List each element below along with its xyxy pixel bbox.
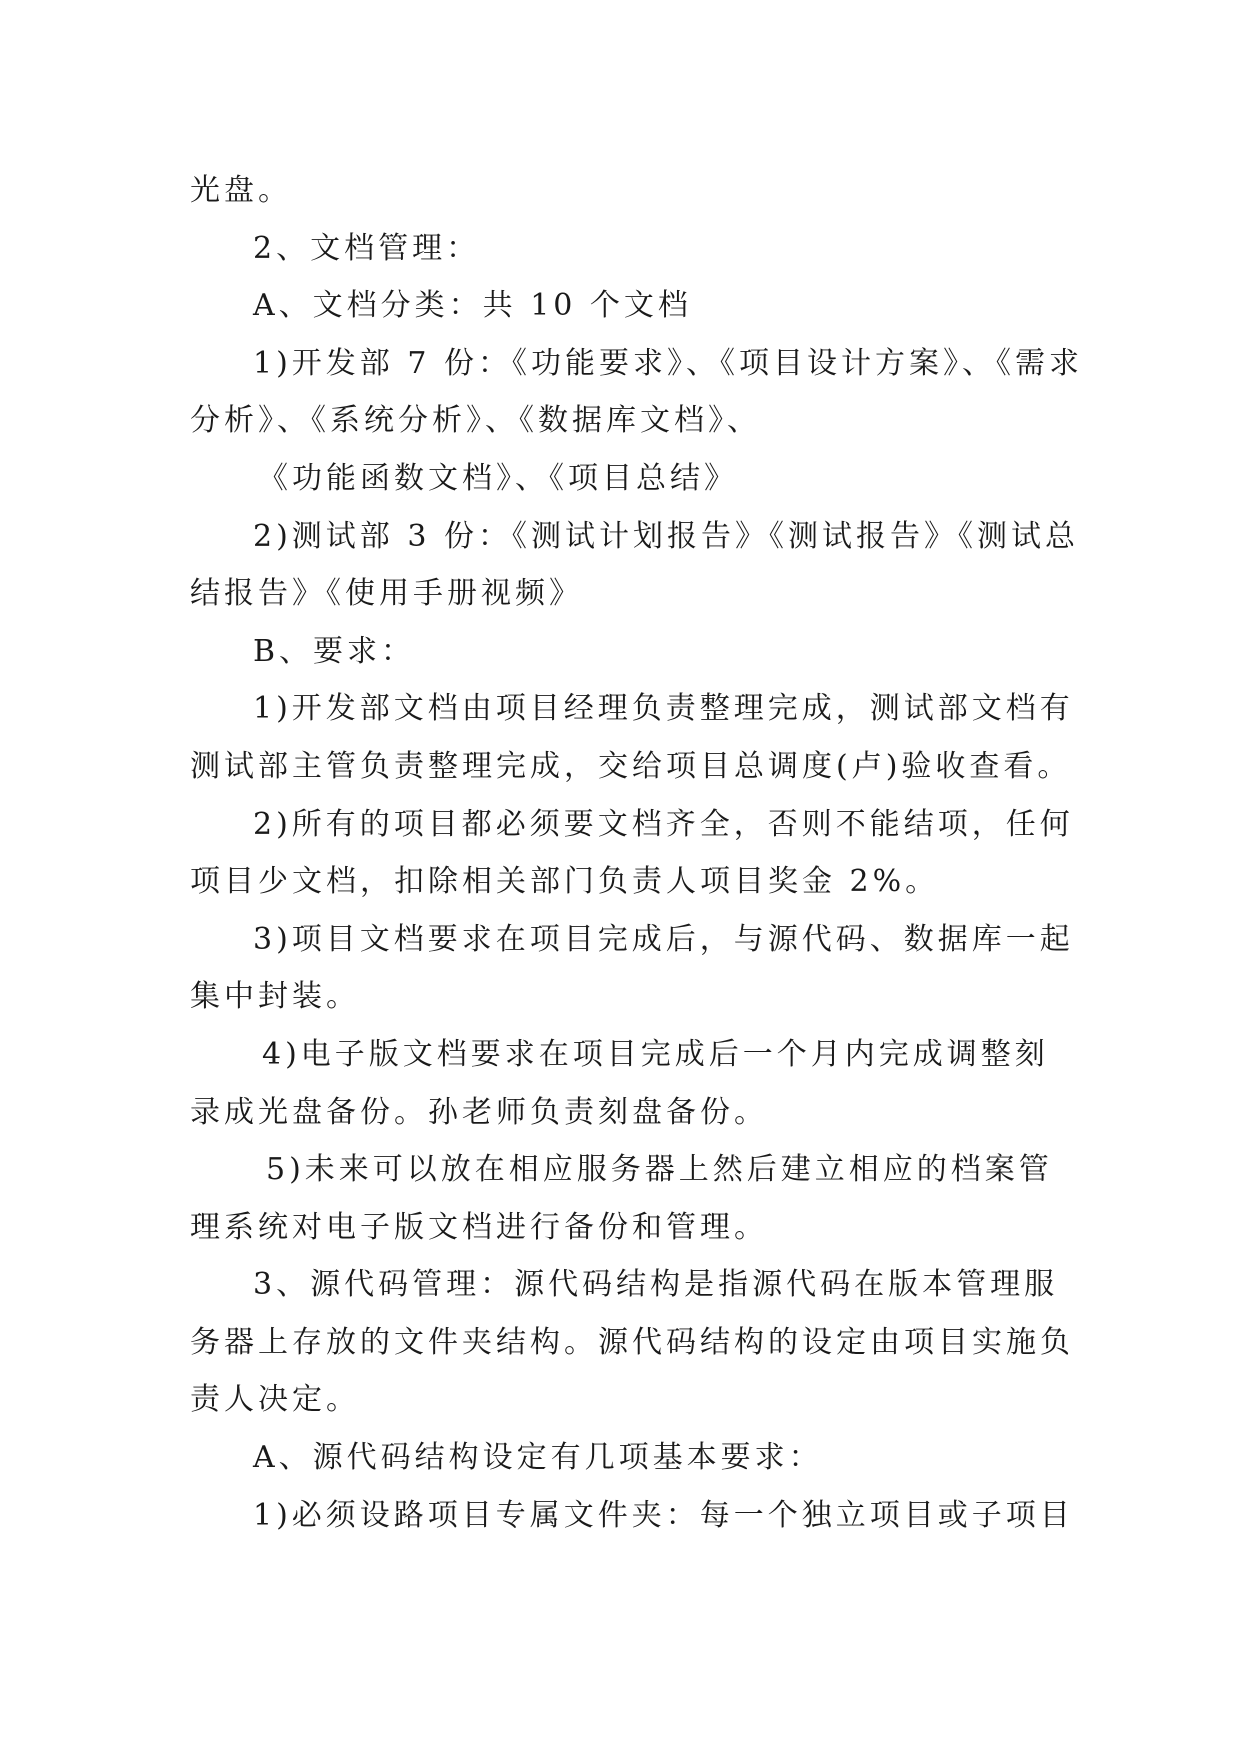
list-item: 5)未来可以放在相应服务器上然后建立相应的档案管 — [266, 1152, 1053, 1188]
paragraph-line: 务器上存放的文件夹结构。源代码结构的设定由项目实施负 — [190, 1324, 1074, 1360]
list-item: 2)测试部 3 份：《测试计划报告》《测试报告》《测试总 — [253, 518, 1079, 554]
list-item: 2)所有的项目都必须要文档齐全，否则不能结项，任何 — [253, 806, 1074, 842]
list-item: 3)项目文档要求在项目完成后，与源代码、数据库一起 — [253, 921, 1074, 957]
list-item: 1)必须设路项目专属文件夹：每一个独立项目或子项目 — [253, 1497, 1074, 1533]
document-body — [190, 162, 1083, 1544]
paragraph-line: 录成光盘备份。孙老师负责刻盘备份。 — [190, 1094, 768, 1130]
paragraph-line: 光盘。 — [190, 173, 292, 208]
section-heading: 2、文档管理： — [253, 230, 481, 266]
paragraph-line: 项目少文档，扣除相关部门负责人项目奖金 2%。 — [190, 864, 940, 900]
paragraph-line: 测试部主管负责整理完成，交给项目总调度(卢)验收查看。 — [190, 748, 1072, 784]
paragraph-line: 理系统对电子版文档进行备份和管理。 — [190, 1209, 768, 1245]
paragraph-line: 责人决定。 — [190, 1382, 360, 1418]
section-heading: 3、源代码管理：源代码结构是指源代码在版本管理服 — [253, 1267, 1059, 1303]
subsection-heading: B、要求： — [253, 633, 416, 669]
paragraph-line: 集中封装。 — [190, 979, 360, 1015]
paragraph-line: 结报告》《使用手册视频》 — [190, 576, 583, 612]
list-item: 4)电子版文档要求在项目完成后一个月内完成调整刻 — [262, 1036, 1049, 1072]
list-item: 1)开发部 7 份：《功能要求》、《项目设计方案》、《需求 — [253, 345, 1083, 381]
paragraph-line: 分析》、《系统分析》、《数据库文档》、 — [190, 403, 761, 439]
list-item: 1)开发部文档由项目经理负责整理完成，测试部文档有 — [253, 691, 1074, 727]
paragraph-line: 《功能函数文档》、《项目总结》 — [258, 460, 738, 496]
subsection-heading: A、源代码结构设定有几项基本要求： — [253, 1440, 823, 1476]
subsection-heading: A、文档分类：共 10 个文档 — [253, 288, 692, 324]
